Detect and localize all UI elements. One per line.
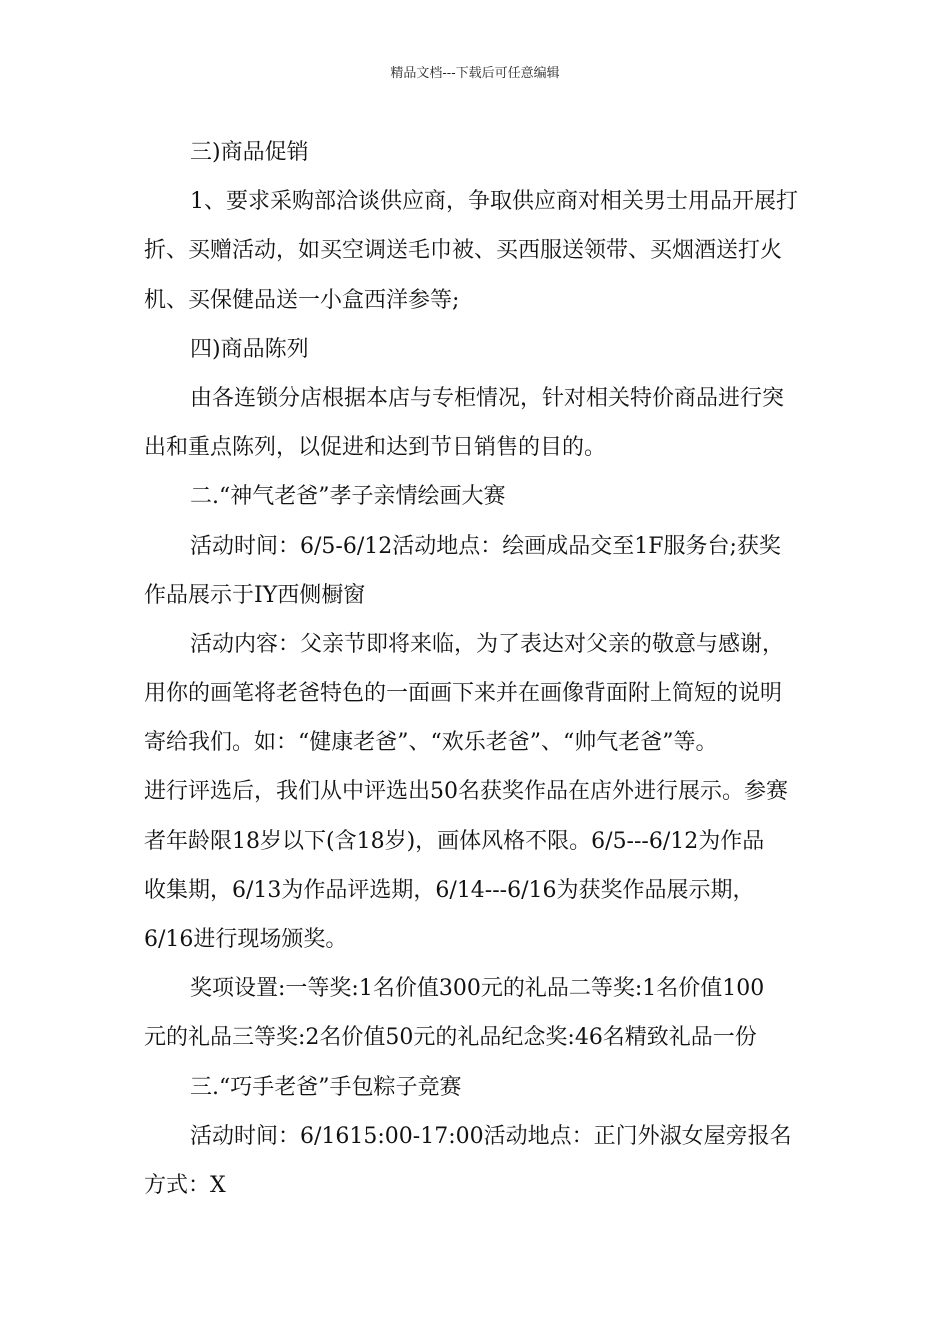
paragraph-line: 者年龄限18岁以下(含18岁)，画体风格不限。6/5---6/12为作品 [144,828,765,854]
page-header: 精品文档---下载后可任意编辑 [390,66,560,81]
paragraph-line: 方式：X [144,1172,226,1198]
paragraph-line: 出和重点陈列，以促进和达到节日销售的目的。 [144,435,607,461]
paragraph-line: 活动时间：6/1615:00-17:00活动地点：正门外淑女屋旁报名 [190,1123,792,1149]
paragraph-line: 活动时间：6/5-6/12活动地点：绘画成品交至1F服务台;获奖 [190,533,781,559]
paragraph-line: 奖项设置:一等奖:1名价值300元的礼品二等奖:1名价值100 [190,976,765,1002]
paragraph-line: 活动内容：父亲节即将来临，为了表达对父亲的敬意与感谢， [190,631,785,657]
document-body [144,128,814,1210]
paragraph-line: 机、买保健品送一小盒西洋参等; [144,287,460,313]
section-heading: 三.“巧手老爸”手包粽子竞赛 [190,1074,462,1100]
paragraph-line: 6/16进行现场颁奖。 [144,927,348,952]
paragraph-line: 用你的画笔将老爸特色的一面画下来并在画像背面附上简短的说明 [144,681,783,707]
paragraph-line: 折、买赠活动，如买空调送毛巾被、买西服送领带、买烟酒送打火 [144,238,783,264]
section-heading: 三)商品促销 [190,140,309,165]
paragraph-line: 1、要求采购部洽谈供应商，争取供应商对相关男士用品开展打 [190,189,798,215]
paragraph-line: 元的礼品三等奖:2名价值50元的礼品纪念奖:46名精致礼品一份 [144,1025,757,1051]
paragraph-line: 进行评选后，我们从中评选出50名获奖作品在店外进行展示。参赛 [144,779,788,805]
section-heading: 二.“神气老爸”孝子亲情绘画大赛 [190,484,506,510]
paragraph-line: 作品展示于IY西侧橱窗 [144,582,366,608]
section-heading: 四)商品陈列 [190,336,309,362]
paragraph-line: 寄给我们。如：“健康老爸”、“欢乐老爸”、“帅气老爸”等。 [144,730,718,756]
paragraph-line: 由各连锁分店根据本店与专柜情况，针对相关特价商品进行突 [190,385,785,411]
paragraph-line: 收集期，6/13为作品评选期，6/14---6/16为获奖作品展示期， [144,877,755,903]
